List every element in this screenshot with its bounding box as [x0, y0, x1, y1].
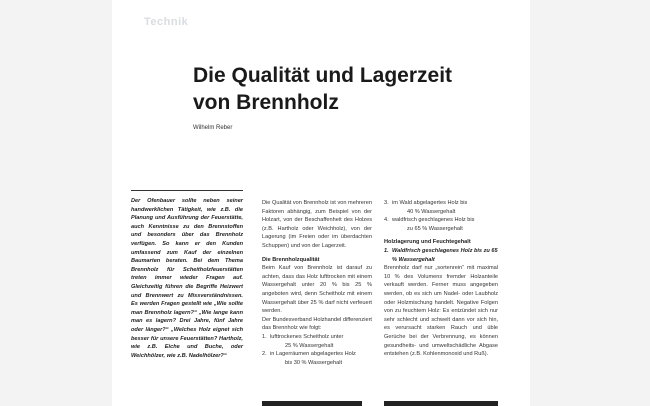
list-item-sub: bis 30 % Wassergehalt [285, 359, 342, 366]
title-line-1: Die Qualität und Lagerzeit [193, 64, 453, 87]
image-strip [262, 401, 362, 406]
col2-intro: Die Qualität von Brennholz ist von mehreren Faktoren abhängig, zum Beispiel von der Holzart, von der Beschaffenheit des Holzes (z.B. Hartholz oder Weichholz), von der Lagerung (im Freien oder im überdachten Schuppen) und von der Lagerzeit. [262, 200, 372, 249]
article-title [193, 62, 523, 116]
col2-heading: Die Brennholzqualität [262, 256, 320, 263]
intro-column [131, 190, 243, 360]
col3-heading: Holzlagerung und Feuchtegehalt [384, 239, 471, 246]
middle-column [262, 199, 372, 367]
intro-text: Der Ofenbauer sollte neben seiner handwerklichen Tätigkeit, wie z.B. die Planung und Ausführung der Feuerstätte, auch Kenntnisse zu den Brennstoffen und besonders über das Brennholz verfügen. So kann er den Kunden umfassend zum Kauf der einzelnen Baumarten beraten. Bei dem Thema Brennholz für Scheitholzfeuerstätten treten immer wieder Fragen auf. Gleichzeitig führen die Begriffe Heizwert und Brennwert zu Missverständnissen. Es werden Fragen gestellt wie „Wie sollte man Brennholz lagern?“ „Wie lange kann man es lagern? Drei Jahre, fünf Jahre oder länger?“ „Welches Holz eignet sich besser für unsere Feuerstätten? Hartholz, wie z.B. Eiche und Buche, oder Weichhölzer, wie z.B. Nadelhölzer?“ [131, 198, 243, 359]
col2-body1: Beim Kauf von Brennholz ist darauf zu achten, dass das Holz lufttrocken mit einem Wassergehalt unter 20 % bis 25 % angeboten wird, denn Scheitholz mit einem Wassergehalt über 25 % darf nicht verfeuert werden. [262, 265, 372, 315]
list-item: 2. in Lagerräumen abgelagertes Holz [262, 351, 356, 358]
list-item-sub: zu 65 % Wassergehalt [407, 225, 463, 232]
author: Wilhelm Reber [193, 125, 233, 131]
list-item-sub: 40 % Wassergehalt [407, 208, 456, 215]
title-line-2: von Brennholz [193, 91, 339, 114]
col3-body: Brennholz darf nur „sortenrein“ mit maximal 10 % des Volumens fremder Holzanteile verkauft werden. Ferner muss angegeben werden, ob es sich um Nadel- oder Laubholz oder Holzmischung handelt. Negative Folgen von zu feuchtem Holz: Es entzündet sich nur sehr schlecht und schwelt dann vor sich hin, es verursacht starken Rauch und üble Gerüche bei der Verbrennung, es können gesundheits- und umweltschädliche Abgase entstehen (z.B. Kohlenmonoxid und Ruß). [384, 265, 498, 358]
list-item-sub: 25 % Wassergehalt [285, 342, 334, 349]
right-column [384, 199, 498, 359]
list-item: 3. im Wald abgelagertes Holz bis [384, 200, 468, 206]
section-tag: Technik [144, 16, 189, 28]
subheading: 1. Waldfrisch geschlagenes Holz bis zu 65 % Wassergehalt [384, 247, 498, 263]
col2-body2: Der Bundesverband Holzhandel differenziert das Brennholz wie folgt: [262, 316, 372, 332]
list-item: 1. lufttrockenes Scheitholz unter [262, 333, 344, 340]
image-strip [384, 401, 498, 406]
list-item: 4. waldfrisch geschlagenes Holz bis [384, 217, 475, 224]
